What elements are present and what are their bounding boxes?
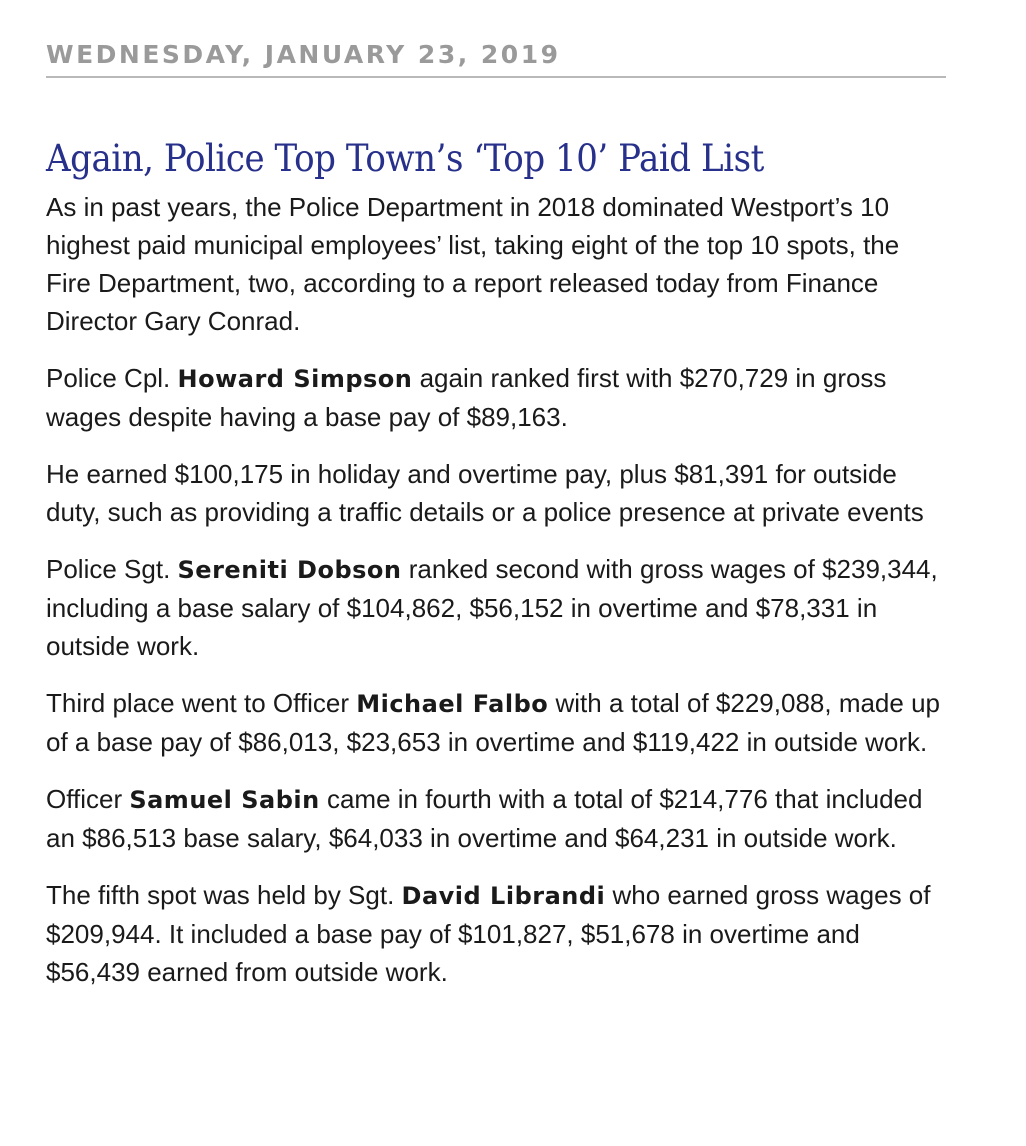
paragraph-third-place <box>46 684 946 761</box>
employee-name: Sereniti Dobson <box>177 556 402 584</box>
blog-post <box>46 0 946 1010</box>
post-body <box>46 188 946 991</box>
paragraph-intro <box>46 188 946 340</box>
employee-name: Samuel Sabin <box>129 786 320 814</box>
paragraph-text: again ranked first with $270,729 in gross wages despite having a base pay of $89,163. <box>46 363 887 432</box>
paragraph-first-place-detail <box>46 455 946 531</box>
paragraph-text: As in past years, the Police Department in 2018 dominated Westport’s 10 highest paid municipal employees’ list, taking eight of the top 10 spots, the Fire Department, two, according to a report released today from Finance Director Gary Conrad. <box>46 192 900 336</box>
paragraph-text: He earned $100,175 in holiday and overtime pay, plus $81,391 for outside duty, such as providing a traffic details or a police presence at private events <box>46 459 924 527</box>
paragraph-text: Officer <box>46 784 130 814</box>
paragraph-first-place <box>46 359 946 436</box>
date-header: WEDNESDAY, JANUARY 23, 2019 <box>46 40 946 78</box>
paragraph-text: The fifth spot was held by Sgt. <box>46 880 402 910</box>
paragraph-fifth-place <box>46 876 946 991</box>
employee-name: David Librandi <box>401 882 606 910</box>
paragraph-text: came in fourth with a total of $214,776 that included an $86,513 base salary, $64,033 in overtime and $64,231 in outside work. <box>46 784 923 853</box>
post-title[interactable]: Again, Police Top Town’s ‘Top 10’ Paid List <box>46 137 764 180</box>
paragraph-text: with a total of $229,088, made up of a base pay of $86,013, $23,653 in overtime and $119,422 in outside work. <box>46 688 940 757</box>
paragraph-text: Police Cpl. <box>46 363 178 393</box>
employee-name: Michael Falbo <box>356 690 549 718</box>
paragraph-text: ranked second with gross wages of $239,344, including a base salary of $104,862, $56,152 in overtime and $78,331 in outside work. <box>46 554 938 661</box>
paragraph-fourth-place <box>46 780 946 857</box>
paragraph-text: who earned gross wages of $209,944. It included a base pay of $101,827, $51,678 in overtime and $56,439 earned from outside work. <box>46 880 931 987</box>
paragraph-second-place <box>46 550 946 665</box>
paragraph-text: Third place went to Officer <box>46 688 357 718</box>
employee-name: Howard Simpson <box>177 365 413 393</box>
paragraph-text: Police Sgt. <box>46 554 178 584</box>
